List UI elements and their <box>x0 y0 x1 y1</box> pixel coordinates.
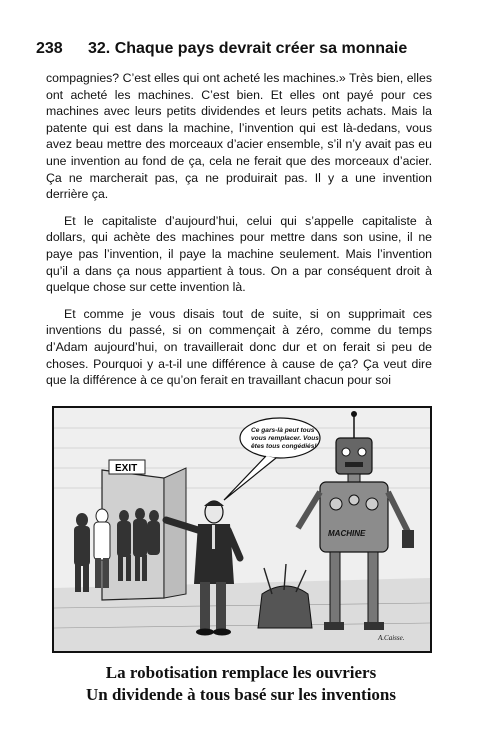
paragraph-2: Et le capitaliste d’aujourd’hui, celui qui s’appelle capitaliste à dollars, qui achète des machines pour mettre dans son usine, il ne paye pas l’invention, il paye la machine seulement. Mais l’invention qu’il a dans ça nous appartient à tous. On a par conséquent droit à quelque chose sur cette invention là. <box>46 213 432 295</box>
speech-line-1: Ce gars-là peut tous <box>251 427 315 434</box>
speech-line-2: vous remplacer. Vous <box>251 435 319 442</box>
robot-label: MACHINE <box>328 529 366 538</box>
chapter-title: 32. Chaque pays devrait créer sa monnaie <box>88 40 408 57</box>
exit-sign: EXIT <box>115 463 138 474</box>
caption-line-1: La robotisation remplace les ouvriers <box>105 663 377 682</box>
cartoon-caption <box>36 662 446 706</box>
speech-line-3: êtes tous congédiés! <box>251 443 317 450</box>
artist-signature: A.Caisse. <box>378 634 405 642</box>
cartoon-drawing <box>54 408 430 651</box>
caption-line-2: Un dividende à tous basé sur les inventions <box>85 685 396 704</box>
cartoon-illustration <box>52 406 432 653</box>
paragraph-3: Et comme je vous disais tout de suite, si on supprimait ces inventions du passé, si on commençait à zéro, comme du temps d’Adam aujourd’hui, on travaillerait donc dur et on ferait si peu de choses. Pourquoi y a-t-il une différence à cause de ça? Ça veut dire que la différence à ce qu’on ferait en travaillant chacun pour soi <box>46 306 432 388</box>
page-number: 238 <box>36 40 63 57</box>
paragraph-1: compagnies? C’est elles qui ont acheté les machines.» Très bien, elles ont acheté les machines. C’est bien. Et elles ont payé pour ces machines avec leurs petits dividendes et leurs petits achats. Mais la patente qui est dans la machine, l’invention qui est là-dedans, vous avez beau mettre des morceaux d’acier ensemble, s’il n’y avait pas eu une invention au fond de ça, cela ne ferait que des morceaux d’acier. Ça ne marcherait pas, ça ne produirait pas. Il y a une invention derrière ça. <box>46 71 432 202</box>
page-header <box>36 40 446 58</box>
body-text <box>46 70 432 399</box>
